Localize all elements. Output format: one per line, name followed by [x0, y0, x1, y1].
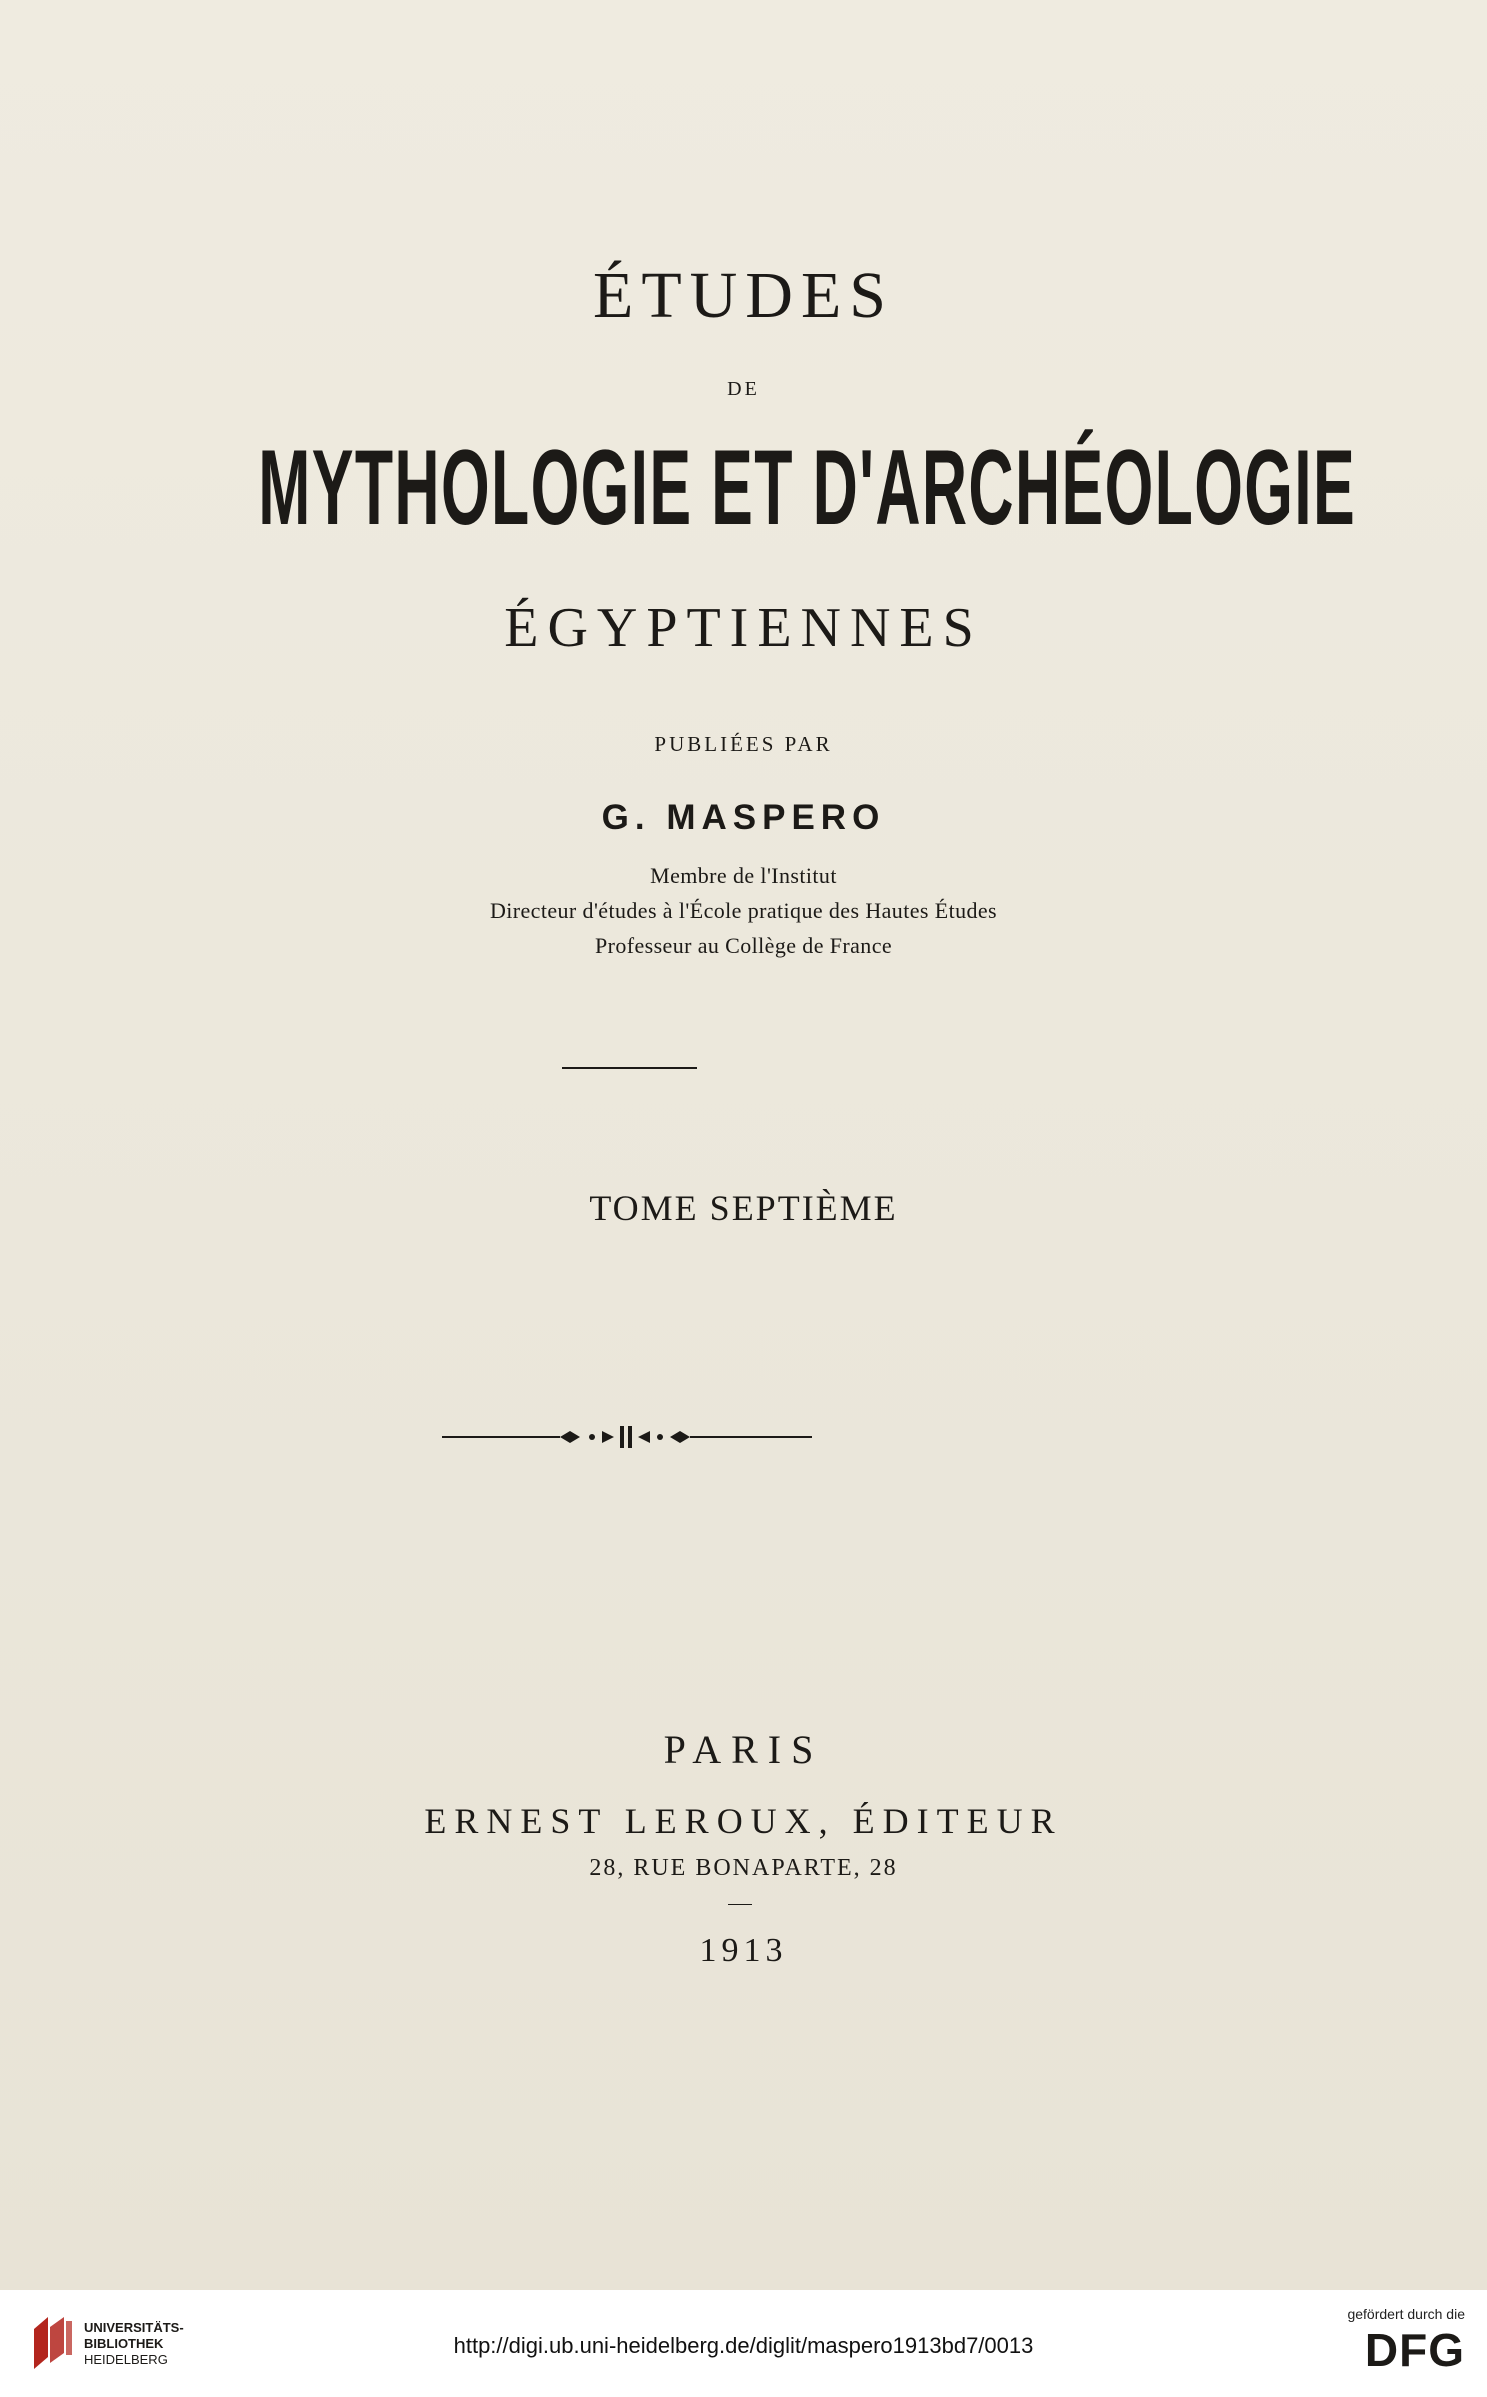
permalink-url[interactable]: http://digi.ub.uni-heidelberg.de/diglit/maspero1913bd7/0013 [453, 2333, 1034, 2358]
funding-note: gefördert durch die [1347, 2306, 1465, 2322]
dfg-logo: DFG [1364, 2324, 1465, 2376]
title-egyptiennes: ÉGYPTIENNES [504, 597, 983, 659]
title-de: DE [727, 378, 760, 400]
volume-label: TOME SEPTIÈME [589, 1188, 898, 1228]
library-name-line: BIBLIOTHEK [84, 2336, 164, 2351]
author-credential: Membre de l'Institut [650, 863, 837, 888]
main-title [0, 428, 1487, 548]
main-title-text: MYTHOLOGIE ET D'ARCHÉOLOGIE [258, 428, 1357, 548]
short-dash [728, 1904, 752, 1905]
author-name: G. MASPERO [601, 798, 886, 837]
author-credential: Professeur au Collège de France [594, 933, 893, 958]
divider-rule [562, 1067, 697, 1069]
publication-city: PARIS [663, 1727, 824, 1772]
digitization-footer [0, 2290, 1487, 2397]
library-name-line: HEIDELBERG [84, 2352, 168, 2367]
publisher-address: 28, RUE BONAPARTE, 28 [589, 1855, 898, 1881]
funding-credit [1347, 2306, 1465, 2374]
publication-year: 1913 [699, 1932, 788, 1969]
author-credential: Directeur d'études à l'École pratique des Hautes Études [489, 898, 998, 923]
published-by: PUBLIÉES PAR [654, 732, 833, 756]
publisher-name: ERNEST LEROUX, ÉDITEUR [424, 1801, 1063, 1841]
title-etudes: ÉTUDES [593, 259, 894, 332]
library-name-line: UNIVERSITÄTS- [84, 2320, 184, 2335]
ornamental-divider [442, 1418, 812, 1456]
